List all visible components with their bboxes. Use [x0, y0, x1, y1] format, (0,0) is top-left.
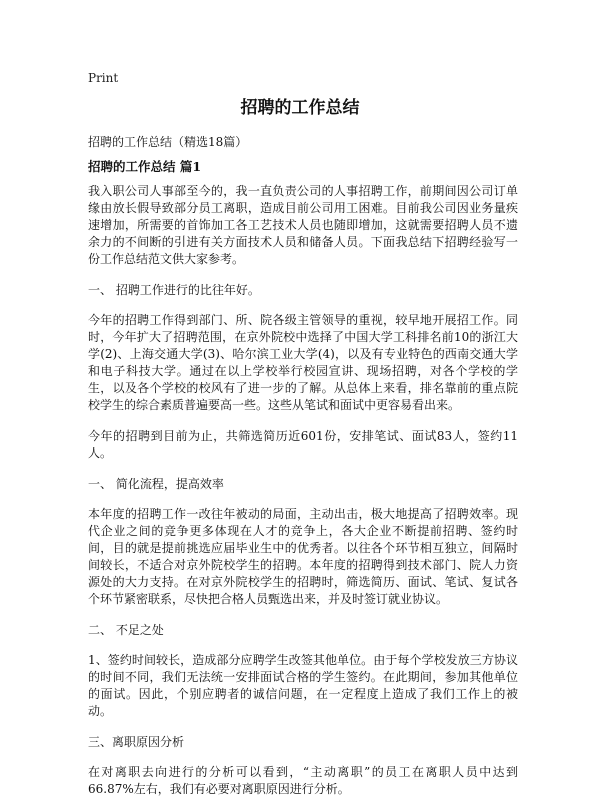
paragraph-heading-1: 一、 招聘工作进行的比往年好。 — [88, 283, 260, 297]
paragraph-turnover: 在对离职去向进行的分析可以看到，“主动离职”的员工在离职人员中达到66.87%左右，我们有必要对离职原因进行分析。 — [88, 765, 518, 796]
paragraph-shortcomings: 1、签约时间较长，造成部分应聘学生改签其他单位。由于每个学校发放三方协议的时间不同，我们无法统一安排面试合格的学生签约。在此期间，参加其他单位的面试。因此，个别应聘者的诚信问题，在一定程度上造成了我们工作上的被动。 — [88, 653, 518, 718]
paragraph-intro: 我入职公司人事部至今的，我一直负责公司的人事招聘工作，前期间因公司订单缘由放长假导致部分员工离职，造成目前公司用工困难。目前我公司因业务量疾速增加，所需要的首饰加工各工艺技术人员也随即增加，这就需要招聘人员不遗余力的不间断的引进有关方面技术人员和储备人员。下面我总结下招聘经验写一份工作总结范文供大家参考。 — [88, 184, 518, 266]
document-title: 招聘的工作总结 — [240, 98, 360, 118]
document-body — [88, 183, 518, 812]
paragraph-heading-4: 三、离职原因分析 — [88, 735, 185, 749]
paragraph-recruitment-scope: 今年的招聘工作得到部门、所、院各级主管领导的重视，较早地开展招工作。同时，今年扩大了招聘范围，在京外院校中选择了中国大学工科排名前10的浙江大学(2)、上海交通大学(3)、哈尔滨工业大学(4)，以及有专业特色的西南交通大学和电子科技大学。通过在以上学校举行校园宣讲、现场招聘，对各个学校的学生，以及各个学校的校风有了进一步的了解。从总体上来看，排名靠前的重点院校学生的综合素质普遍要高一些。这些从笔试和面试中更容易看出来。 — [88, 313, 518, 412]
paragraph-process: 本年度的招聘工作一改往年被动的局面，主动出击，极大地提高了招聘效率。现代企业之间的竞争更多体现在人才的竞争上，各大企业不断提前招聘、签约时间，目的就是提前挑选应届毕业生中的优秀者。以往各个环节相互独立，间隔时间较长，不适合对京外院校学生的招聘。本年度的招聘得到技术部门、院人力资源处的大力支持。在对京外院校学生的招聘时，筛选简历、面试、笔试、复试各个环节紧密联系，尽快把合格人员甄选出来，并及时签订就业协议。 — [88, 507, 518, 606]
paragraph-heading-2: 一、 简化流程，提高效率 — [88, 477, 224, 491]
paragraph-recruitment-stats: 今年的招聘到目前为止，共筛选简历近601份，安排笔试、面试83人，签约11人。 — [88, 429, 518, 460]
print-link[interactable]: Print — [88, 71, 119, 85]
section-title: 招聘的工作总结 篇1 — [88, 159, 202, 174]
paragraph-heading-3: 二、 不足之处 — [88, 623, 164, 637]
document-subtitle: 招聘的工作总结（精选18篇） — [88, 135, 248, 149]
